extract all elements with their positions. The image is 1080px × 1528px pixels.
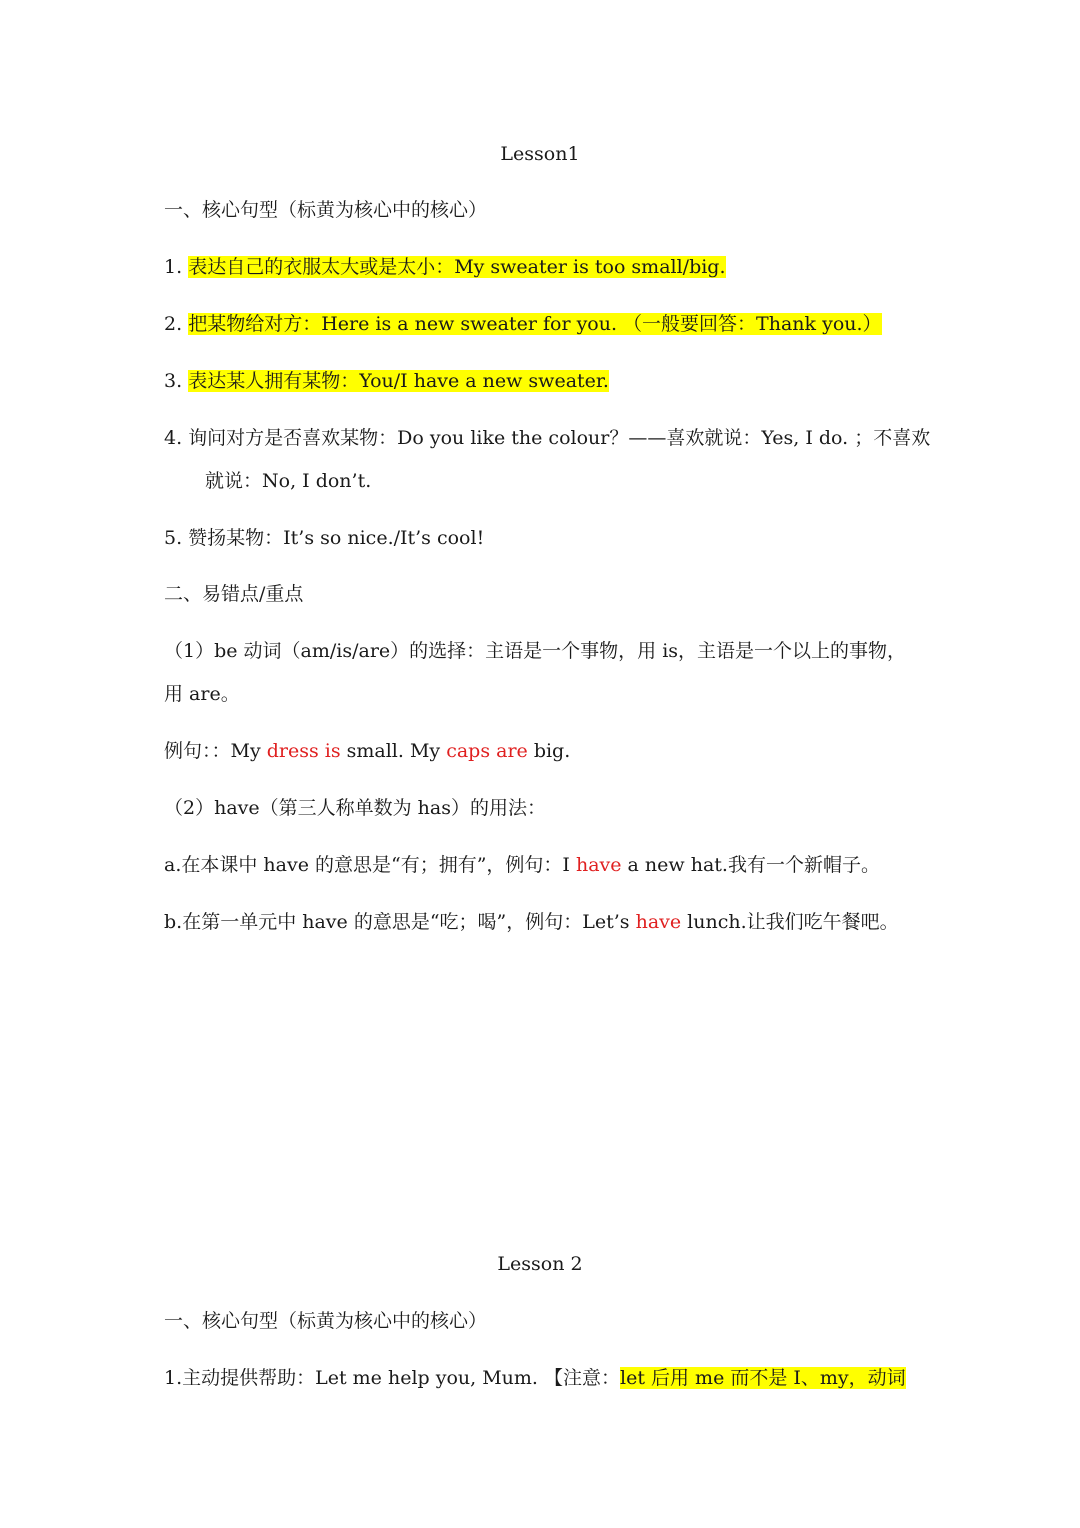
- red-keyword: dress is: [266, 740, 341, 762]
- highlighted-text: 表达某人拥有某物：You/I have a new sweater.: [188, 370, 609, 392]
- red-keyword: have: [575, 854, 622, 876]
- highlighted-text: let 后用 me 而不是 I、my，动词: [620, 1367, 906, 1389]
- lesson1-item-4-line2: 就说：No, I don’t.: [205, 470, 372, 492]
- item-number: 3.: [164, 370, 183, 392]
- lesson1-item-1: [164, 254, 726, 280]
- lesson2-title: Lesson 2: [497, 1253, 583, 1275]
- item-1-prefix: 1.主动提供帮助：Let me help you, Mum. 【注意：: [164, 1367, 621, 1389]
- usage-b-end: lunch.让我们吃午餐吧。: [681, 911, 899, 933]
- point-1-line1: （1）be 动词（am/is/are）的选择：主语是一个事物，用 is，主语是一个以上的事物，: [164, 640, 907, 662]
- lesson1-item-2: [164, 311, 882, 337]
- usage-b-prefix: b.在第一单元中 have 的意思是“吃；喝”，例句：Let’s: [164, 911, 636, 933]
- lesson2-item-1: [164, 1365, 906, 1391]
- lesson1-section2-heading: 二、易错点/重点: [164, 583, 304, 605]
- lesson1-title: Lesson1: [500, 143, 580, 165]
- lesson1-item-4-line1: 4. 询问对方是否喜欢某物：Do you like the colour？——喜欢就说：Yes, I do. ；不喜欢: [164, 427, 931, 449]
- lesson2-section1-heading: 一、核心句型（标黄为核心中的核心）: [164, 1310, 488, 1332]
- example-prefix: 例句：：My: [164, 740, 267, 762]
- usage-a: [164, 852, 880, 878]
- highlighted-text: 表达自己的衣服太大或是太小：My sweater is too small/big.: [188, 256, 726, 278]
- lesson1-item-3: [164, 368, 609, 394]
- example-end: big.: [527, 740, 571, 762]
- point-1-line2: 用 are。: [164, 683, 240, 705]
- example-mid: small. My: [340, 740, 447, 762]
- usage-a-end: a new hat.我有一个新帽子。: [621, 854, 880, 876]
- usage-a-prefix: a.在本课中 have 的意思是“有；拥有”，例句：I: [164, 854, 576, 876]
- lesson1-section1-heading: 一、核心句型（标黄为核心中的核心）: [164, 199, 488, 221]
- usage-b: [164, 909, 899, 935]
- red-keyword: have: [635, 911, 682, 933]
- item-number: 1.: [164, 256, 183, 278]
- highlighted-text: 把某物给对方：Here is a new sweater for you. （一般要回答：Thank you.）: [188, 313, 882, 335]
- lesson1-item-5: 5. 赞扬某物：It’s so nice./It’s cool!: [164, 527, 485, 549]
- item-number: 2.: [164, 313, 183, 335]
- example-sentence: [164, 738, 570, 764]
- point-2: （2）have（第三人称单数为 has）的用法：: [164, 797, 546, 819]
- red-keyword: caps are: [446, 740, 528, 762]
